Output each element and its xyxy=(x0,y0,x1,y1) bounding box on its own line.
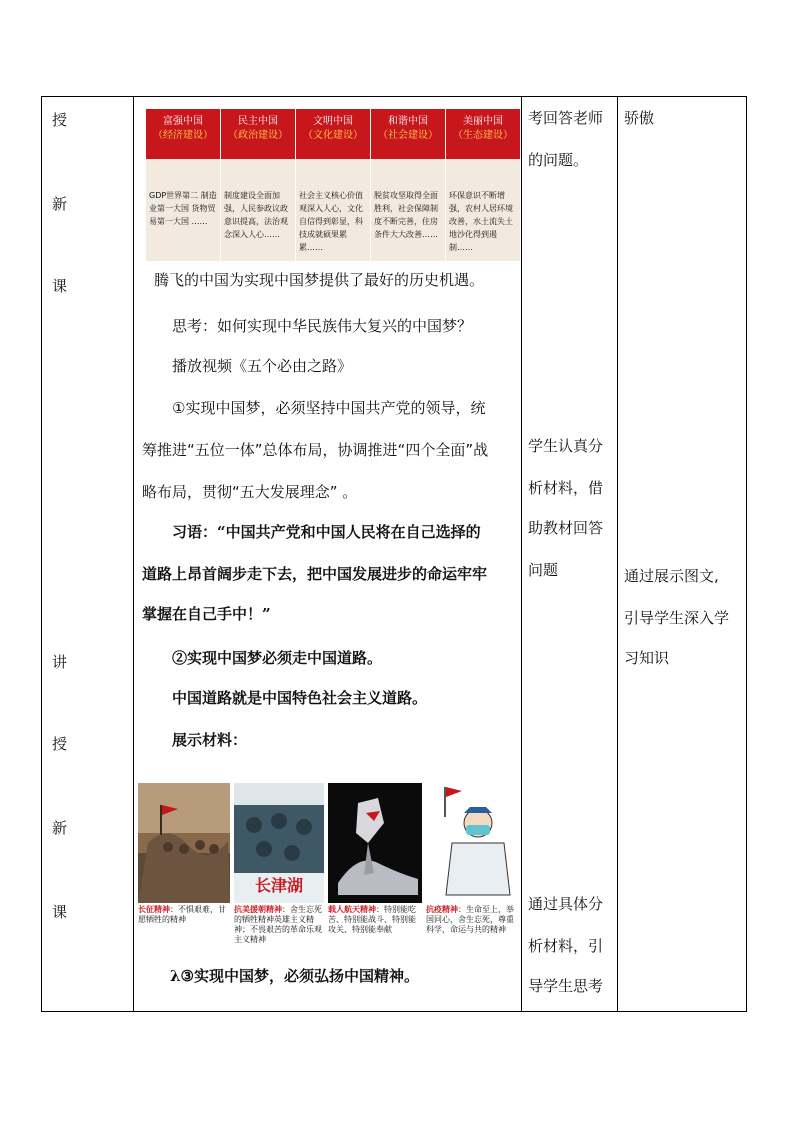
student-activity-column xyxy=(522,97,618,1012)
caption-text: ：特别能吃苦、特别能战斗、特别能攻关、特别能奉献 xyxy=(328,905,416,934)
banner-subtitle: （政治建设） xyxy=(228,130,288,141)
banner-subtitle: （经济建设） xyxy=(153,130,213,141)
image-caption xyxy=(234,905,322,945)
banner-subtitle: （文化建设） xyxy=(303,130,363,141)
student-text: 问题 xyxy=(528,561,559,579)
caption-text: ：生命至上，举国同心，舍生忘死，尊重科学，命运与共的精神 xyxy=(426,905,514,934)
section-char: 课 xyxy=(52,903,68,921)
section-char: 新 xyxy=(52,819,68,837)
image-caption xyxy=(426,905,516,935)
key-point: ②实现中国梦必须走中国道路。 xyxy=(172,649,383,667)
banner-subtitle: （社会建设） xyxy=(378,130,438,141)
key-point: λ③实现中国梦，必须弘扬中国精神。 xyxy=(170,967,419,985)
paragraph: 腾飞的中国为实现中国梦提供了最好的历史机遇。 xyxy=(154,271,485,289)
intent-text: 引导学生深入学 xyxy=(624,609,730,627)
caption-text: ：舍生忘死的牺牲精神英雄主义精神；不畏艰苦的革命乐观主义精神 xyxy=(234,905,322,944)
poster-title: 长津湖 xyxy=(254,876,304,895)
section-char: 授 xyxy=(52,111,68,129)
student-text: 析材料，借 xyxy=(528,479,604,497)
image-caption xyxy=(138,905,230,925)
quote-paragraph: 习语：“中国共产党和中国人民将在自己选择的 xyxy=(172,523,481,541)
section-char: 新 xyxy=(52,195,68,213)
changjin-lake-poster xyxy=(234,783,324,903)
banner-title: 文明中国 xyxy=(313,116,353,127)
image-caption xyxy=(328,905,420,935)
paragraph: 播放视频《五个必由之路》 xyxy=(172,357,353,375)
banner-subtitle: （生态建设） xyxy=(453,130,513,141)
student-text: 的问题。 xyxy=(528,151,589,169)
caption-key: 长征精神 xyxy=(138,905,170,914)
banner-body: 制度建设全面加强，人民参政议政意识提高，法治观念深入人心…… xyxy=(221,159,295,261)
quote-paragraph: 掌握在自己手中！” xyxy=(142,605,271,623)
space-spirit-image xyxy=(328,783,422,903)
banner-column xyxy=(371,109,445,261)
student-text: 通过具体分 xyxy=(528,895,604,913)
student-text: 考回答老师 xyxy=(528,109,604,127)
intent-text: 骄傲 xyxy=(624,109,655,127)
section-char: 授 xyxy=(52,735,68,753)
anti-epidemic-image xyxy=(426,783,516,903)
paragraph: 思考：如何实现中华民族伟大复兴的中国梦？ xyxy=(172,317,473,335)
caption-text: ：不惧艰难，甘愿牺牲的精神 xyxy=(138,905,226,924)
banner-body: GDP世界第二 制造业第一大国 货物贸易第一大国 …… xyxy=(146,159,220,261)
banner-body: 社会主义核心价值观深入人心，文化自信得到彰显，科技成就硕果累累…… xyxy=(296,159,370,261)
caption-key: 抗疫精神 xyxy=(426,905,458,914)
paragraph: 筹推进“五位一体”总体布局，协调推进“四个全面”战 xyxy=(142,441,489,459)
banner-column xyxy=(221,109,295,261)
student-text: 析材料，引 xyxy=(528,937,604,955)
section-column xyxy=(42,97,134,1012)
student-text: 学生认真分 xyxy=(528,437,604,455)
long-march-image xyxy=(138,783,230,903)
banner-column xyxy=(446,109,520,261)
student-text: 助教材回答 xyxy=(528,519,604,537)
banner-title: 民主中国 xyxy=(238,116,278,127)
quote-paragraph: 道路上昂首阔步走下去，把中国发展进步的命运牢牢 xyxy=(142,565,488,583)
paragraph: 略布局，贯彻“五大发展理念” 。 xyxy=(142,483,358,501)
paragraph: ①实现中国梦，必须坚持中国共产党的领导，统 xyxy=(172,399,486,417)
intent-text: 习知识 xyxy=(624,649,670,667)
caption-key: 抗美援朝精神 xyxy=(234,905,282,914)
section-char: 课 xyxy=(52,277,68,295)
banner-title: 美丽中国 xyxy=(463,116,503,127)
caption-key: 载人航天精神 xyxy=(328,905,376,914)
five-china-banner xyxy=(146,109,522,261)
design-intent-column xyxy=(618,97,747,1012)
banner-body: 环保意识不断增强，农村人居环境改善，水土流失土地沙化得到遏制…… xyxy=(446,159,520,261)
student-text: 导学生思考 xyxy=(528,977,604,995)
key-point: 展示材料： xyxy=(172,731,248,749)
banner-title: 富强中国 xyxy=(163,116,203,127)
banner-body: 脱贫攻坚取得全面胜利，社会保障制度不断完善，住房条件大大改善…… xyxy=(371,159,445,261)
banner-column xyxy=(296,109,370,261)
banner-column xyxy=(146,109,220,261)
section-char: 讲 xyxy=(52,653,68,671)
key-point: 中国道路就是中国特色社会主义道路。 xyxy=(172,689,428,707)
banner-title: 和谐中国 xyxy=(388,116,428,127)
content-column xyxy=(134,97,522,1012)
intent-text: 通过展示图文, xyxy=(624,567,719,585)
lesson-table xyxy=(41,96,747,1012)
